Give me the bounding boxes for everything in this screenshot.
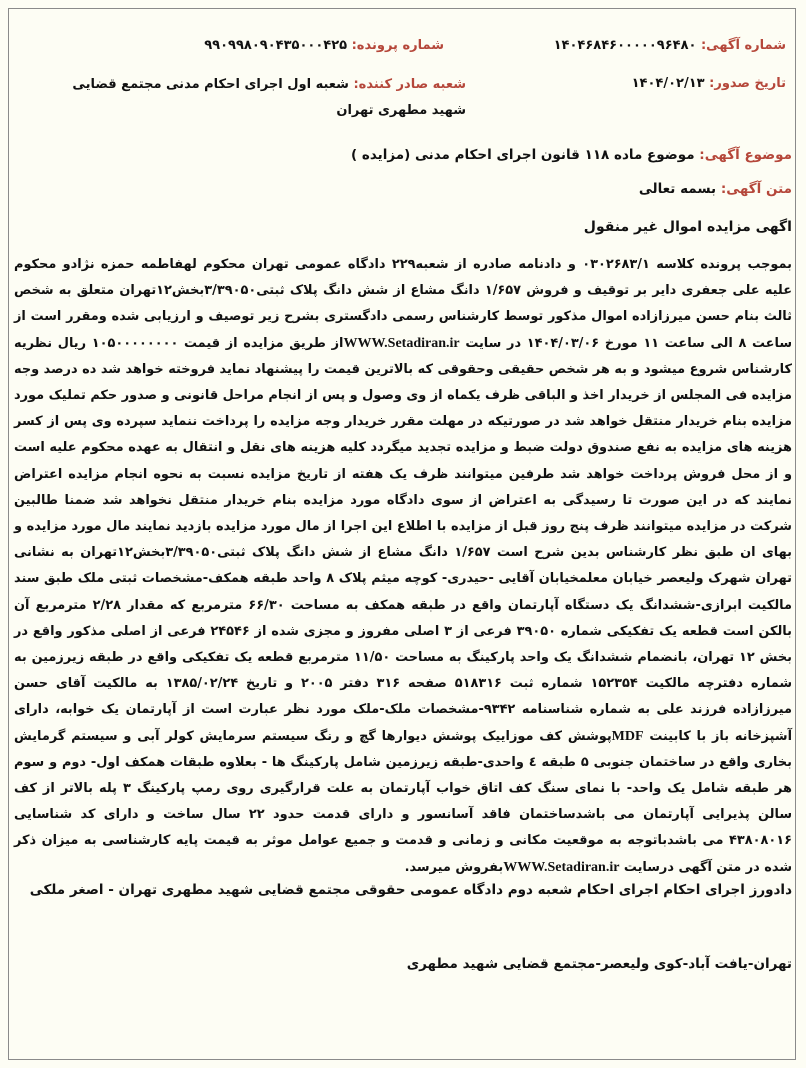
body-part-3: پوشش کف موزاییک پوشش دیوارها گچ و رنگ سیستم سرمایش کولر آبی و سیستم گرمایش بخاری واقع در ساختمان جنوبی ۵ طبقه ٤ واحدی-طبقه زیرزمین شامل پارکینگ ها - بعلاوه طبقات همکف اول- دوم و سوم هر طبقه شامل یک واحد- با نمای سنگ کف اتاق خواب آپارتمان به علت قرارگیری روی رمپ پارکینگ ۳ پله بالاتر از کف سالن پذیرایی آپارتمان می باشدساختمان فاقد آسانسور و دارای قدمت حدود ۲۲ سال ساخت و دارای کد شناسایی ۴۳۸۰۸۰۱۶ می باشدباتوجه به موقعیت مکانی و زمانی و قدمت و جمیع عوامل موثر به قیمت پایه کارشناسی به میزان ذکر شده در متن آگهی درسایت xyxy=(14,728,792,875)
body-part-2: از طریق مزایده از قیمت ۱۰۵۰۰۰۰۰۰۰۰ ریال نظریه کارشناس شروع میشود و به هر شخص حقیقی وحقوقی که بالاترین قیمت را پیشنهاد نماید فروخته خواهد شد ده درصد وجه مزایده فی المجلس از خریدار اخذ و الباقی ظرف یکماه از وی وصول و پس از انجام مراحل قانونی و صدور حکم تملیک مورد مزایده بنام خریدار منتقل خواهد شد در صورتیکه در مهلت مقرر خریدار وجه مزایده را پرداخت ننماید سپرده وی پس از کسر هزینه های مزایده به نفع صندوق دولت ضبط و مزایده تجدید میگردد کلیه هزینه های نقل و انتقال به عهده محکوم علیه است و از محل فروش پرداخت خواهد شد طرفین میتوانند ظرف یک هفته از تاریخ مزایده نسبت به نحوه انجام مزایده اعتراض نمایند که در این صورت تا رسیدگی به اعتراض از سوی دادگاه مورد مزایده بنام خریدار منتقل نخواهد شد ضمنا طالبین شرکت در مزایده میتوانند ظرف پنج روز قبل از مزایده با اطلاع این اجرا از مال مورد مزایده بازدید نمایند مال مورد مزایده و بهای ان طبق نظر کارشناس بدین شرح است ۱/۶۵۷ دانگ مشاع از شش دانگ پلاک ثبتی۳/۳۹۰۵۰بخش۱۲تهران به نشانی تهران شهرک ولیعصر خیابان معلمخیابان آقایی -حیدری- کوچه میثم پلاک ۸ واحد طبقه همکف-مشخصات ثبتی ملک طبق سند مالکیت ابرازی-ششدانگ یک دستگاه آپارتمان واقع در طبقه همکف به مساحت ۶۶/۳۰ مترمربع که مقدار ۲/۲۸ مترمربع آن بالکن است قطعه یک تفکیکی شماره ۳۹۰۵۰ فرعی از ۳ اصلی مفروز و مجزی شده از ۲۴۵۴۶ فرعی از اصلی مذکور واقع در بخش ۱۲ تهران، بانضمام ششدانگ یک واحد پارکینگ به مساحت ۱۱/۵۰ مترمربع قطعه یک تفکیکی واقع در طبقه زیرزمین به شماره دفترچه مالکیت ۱۵۲۳۵۴ شماره ثبت ۵۱۸۳۱۶ صفحه ۳۱۶ دفتر ۲۰۰۵ و تاریخ ۱۳۸۵/۰۲/۲۴ به مالکیت آقای حسن میرزازاده فرزند علی به شماره شناسنامه ۹۳۴۲-مشخصات ملک-ملک مورد نظر عبارت است از آپارتمان یک خوابه، دارای آشپزخانه باز با کابینت xyxy=(14,335,793,744)
body-part-1: بموجب پرونده کلاسه ۰۳۰۲۶۸۳/۱ و دادنامه صادره از شعبه۲۲۹ دادگاه عمومی تهران محکوم لهفاطمه حمزه نژادو محکوم علیه علی جعفری دایر بر توقیف و فروش ۱/۶۵۷ دانگ مشاع از شش دانگ پلاک ثبتی۳/۳۹۰۵۰بخش۱۲تهران متعلق به شخص ثالث بنام حسن میرزازاده اموال مذکور توسط کارشناس رسمی دادگستری بشرح زیر توصیف و ارزیابی شده ومقرر است از ساعت ۸ الی ساعت ۱۱ مورخ ۱۴۰۴/۰۳/۰۶ در سایت xyxy=(14,257,793,351)
case-number-value: ۹۹۰۹۹۸۰۹۰۴۳۵۰۰۰۴۲۵ xyxy=(204,38,348,53)
subject-value: موضوع ماده ۱۱۸ قانون اجرای احکام مدنی (مزایده ) xyxy=(351,147,695,163)
issue-date xyxy=(632,76,786,91)
address: تهران-یافت آباد-کوی ولیعصر-مجتمع قضایی شهید مطهری xyxy=(406,956,792,972)
issue-date-value: ۱۴۰۴/۰۲/۱۳ xyxy=(631,76,705,91)
website-link-2: WWW.Setadiran.ir xyxy=(503,859,620,875)
notice-number-value: ۱۴۰۴۶۸۴۶۰۰۰۰۰۹۶۴۸۰ xyxy=(553,38,697,53)
text-intro xyxy=(14,181,792,197)
notice-body xyxy=(14,252,792,881)
signature: دادورز اجرای احکام اجرای احکام شعبه دوم دادگاه عمومی حقوقی مجتمع قضایی شهید مطهری تهران - اصغر ملکی xyxy=(29,882,792,898)
case-number xyxy=(204,38,444,53)
issuer xyxy=(46,72,466,124)
body-part-4: بفروش میرسد. xyxy=(404,859,504,875)
subject xyxy=(14,147,792,163)
issuer-value: شعبه اول اجرای احکام مدنی مجتمع قضایی شهید مطهری تهران xyxy=(72,77,466,118)
text-intro-label: متن آگهی: xyxy=(720,181,792,197)
notice-title: اگهی مزایده اموال غیر منقول xyxy=(583,219,792,235)
case-number-label: شماره پرونده: xyxy=(351,38,444,53)
mdf-term: MDF xyxy=(611,728,644,744)
subject-label: موضوع آگهی: xyxy=(699,147,792,163)
issuer-label: شعبه صادر کننده: xyxy=(353,77,466,92)
notice-number-label: شماره آگهی: xyxy=(700,38,786,53)
issue-date-label: تاریخ صدور: xyxy=(709,76,786,91)
notice-number xyxy=(554,38,786,53)
text-intro-value: بسمه تعالی xyxy=(638,181,717,197)
website-link-1: WWW.Setadiran.ir xyxy=(343,335,460,351)
